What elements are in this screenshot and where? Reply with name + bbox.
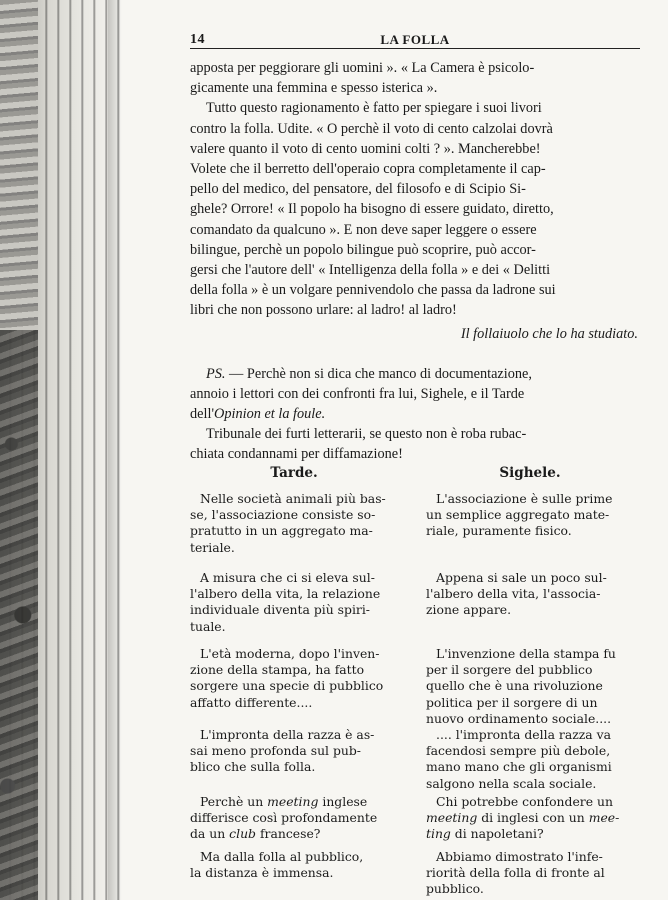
sighele-line: meeting di inglesi con un mee- — [426, 810, 620, 826]
tarde-line: A misura che ci si eleva sul- — [200, 570, 375, 585]
tarde-line: blico che sulla folla. — [190, 759, 316, 775]
tarde-paragraph — [190, 491, 398, 556]
postscript-label: PS. — [206, 365, 226, 382]
postscript-line: chiata condannami per diffamazione! — [190, 446, 403, 463]
tarde-line: zione della stampa, ha fatto — [190, 662, 365, 678]
sighele-line: ting di napoletani? — [426, 826, 544, 842]
sighele-line: Abbiamo dimostrato l'infe- — [436, 849, 603, 864]
tarde-paragraph — [190, 570, 398, 635]
tarde-line: tuale. — [190, 618, 226, 634]
sighele-paragraph — [426, 727, 634, 792]
sighele-line: zione appare. — [426, 602, 512, 618]
postscript — [190, 364, 640, 465]
tarde-line: da un club francese? — [190, 826, 321, 842]
sighele-line: mano mano che gli organismi — [426, 759, 612, 775]
sighele-paragraph — [426, 849, 634, 898]
body-line: Volete che il berretto dell'operaio copra completamente il cap- — [190, 161, 546, 178]
column-heading-sighele: Sighele. — [499, 465, 561, 481]
sighele-line: quello che è una rivoluzione — [426, 678, 603, 694]
tarde-paragraph — [190, 727, 398, 776]
tarde-paragraph — [190, 794, 398, 843]
sighele-line: un semplice aggregato mate- — [426, 507, 610, 523]
tarde-line: L'età moderna, dopo l'inven- — [200, 646, 380, 661]
postscript-line: annoio i lettori con dei confronti fra lui, Sighele, e il Tarde — [190, 385, 525, 402]
body-line: bilingue, perchè un popolo bilingue può scoprire, può accor- — [190, 241, 536, 258]
column-sighele — [426, 465, 634, 897]
running-title: LA FOLLA — [380, 32, 450, 47]
italic-term: meeting — [426, 810, 478, 826]
sighele-line: Chi potrebbe confondere un — [436, 794, 613, 809]
tarde-line: la distanza è immensa. — [190, 865, 334, 881]
sighele-paragraph — [426, 570, 634, 619]
body-line: Tutto questo ragionamento è fatto per spiegare i suoi livori — [206, 100, 542, 117]
sighele-line: l'albero della vita, l'associa- — [426, 586, 601, 602]
italic-term: ting — [426, 826, 451, 842]
body-line: gersi che l'autore dell' « Intelligenza della folla » e dei « Delitti — [190, 262, 551, 279]
column-tarde — [190, 465, 398, 881]
sighele-line: Appena si sale un poco sul- — [436, 570, 607, 585]
tarde-line: Nelle società animali più bas- — [200, 491, 386, 506]
sighele-line: facendosi sempre più debole, — [426, 743, 611, 759]
tarde-paragraph — [190, 849, 398, 881]
tarde-line: sorgere una specie di pubblico — [190, 678, 384, 694]
body-line: della folla » è un volgare pennivendolo che passa da ladrone sui — [190, 282, 556, 299]
sighele-line: politica per il sorgere di un — [426, 694, 598, 710]
sighele-line: L'associazione è sulle prime — [436, 491, 613, 506]
page-header — [190, 30, 640, 49]
body-line: ghele? Orrore! « Il popolo ha bisogno di essere guidato, diretto, — [190, 201, 554, 218]
sighele-line: nuovo ordinamento sociale.... — [426, 710, 612, 726]
italic-term: club — [229, 826, 256, 842]
tarde-line: pratutto in un aggregato ma- — [190, 523, 373, 539]
body-text — [190, 58, 640, 321]
tarde-line: L'impronta della razza è as- — [200, 727, 375, 742]
sighele-line: riorità della folla di fronte al — [426, 865, 605, 881]
signature: Il follaiuolo che lo ha studiato. — [460, 325, 638, 342]
sighele-paragraph — [426, 491, 634, 540]
sighele-line: per il sorgere del pubblico — [426, 662, 593, 678]
sighele-line: L'invenzione della stampa fu — [436, 646, 616, 661]
sighele-line: salgono nella scala sociale. — [426, 775, 597, 791]
book-page — [190, 30, 640, 897]
binding-shadow-bottom — [0, 330, 38, 900]
body-line: gicamente una femmina e spesso isterica ». — [190, 80, 438, 97]
body-line: valere quanto il voto di cento uomini colti ? ». Mancherebbe! — [190, 140, 541, 157]
sighele-line: .... l'impronta della razza va — [436, 727, 611, 742]
tarde-line: Ma dalla folla al pubblico, — [200, 849, 364, 864]
body-line: contro la folla. Udite. « O perchè il voto di cento calzolai dovrà — [190, 120, 553, 137]
italic-term: mee- — [588, 810, 620, 826]
body-line: pello del medico, del pensatore, del filosofo e di Scipio Si- — [190, 181, 526, 198]
sighele-line: riale, puramente fisico. — [426, 523, 572, 539]
page-number: 14 — [190, 32, 205, 47]
tarde-line: l'albero della vita, la relazione — [190, 586, 381, 602]
postscript-text: — Perchè non si dica che manco di documentazione, — [225, 365, 532, 382]
sighele-paragraph — [426, 794, 634, 843]
tarde-paragraph — [190, 646, 398, 711]
column-heading-tarde: Tarde. — [270, 465, 318, 481]
postscript-prefix: dell' — [190, 406, 215, 423]
sighele-line: pubblico. — [426, 881, 484, 897]
tarde-line: affatto differente.... — [190, 694, 313, 710]
tarde-line: teriale. — [190, 539, 235, 555]
tarde-line: se, l'associazione consiste so- — [190, 507, 376, 523]
body-line: apposta per peggiorare gli uomini ». « La Camera è psicolo- — [190, 60, 535, 76]
postscript-line — [190, 364, 640, 384]
tarde-line: Perchè un meeting inglese — [200, 794, 368, 809]
page-gutter-shadow — [108, 0, 122, 900]
binding-shadow-top — [0, 0, 38, 330]
tarde-line: sai meno profonda sul pub- — [190, 743, 361, 759]
tarde-line: differisce così profondamente — [190, 810, 378, 826]
sighele-paragraph — [426, 646, 634, 727]
postscript-line: Tribunale dei furti letterarii, se questo non è roba rubac- — [206, 426, 527, 443]
tarde-line: individuale diventa più spiri- — [190, 602, 370, 618]
postscript-line — [190, 404, 640, 424]
book-title: Opinion et la foule. — [214, 406, 326, 423]
italic-term: meeting — [267, 794, 319, 809]
body-line: comandato da qualcuno ». E non deve saper leggere o essere — [190, 221, 537, 238]
body-line: libri che non possono urlare: al ladro! al ladro! — [190, 302, 457, 319]
